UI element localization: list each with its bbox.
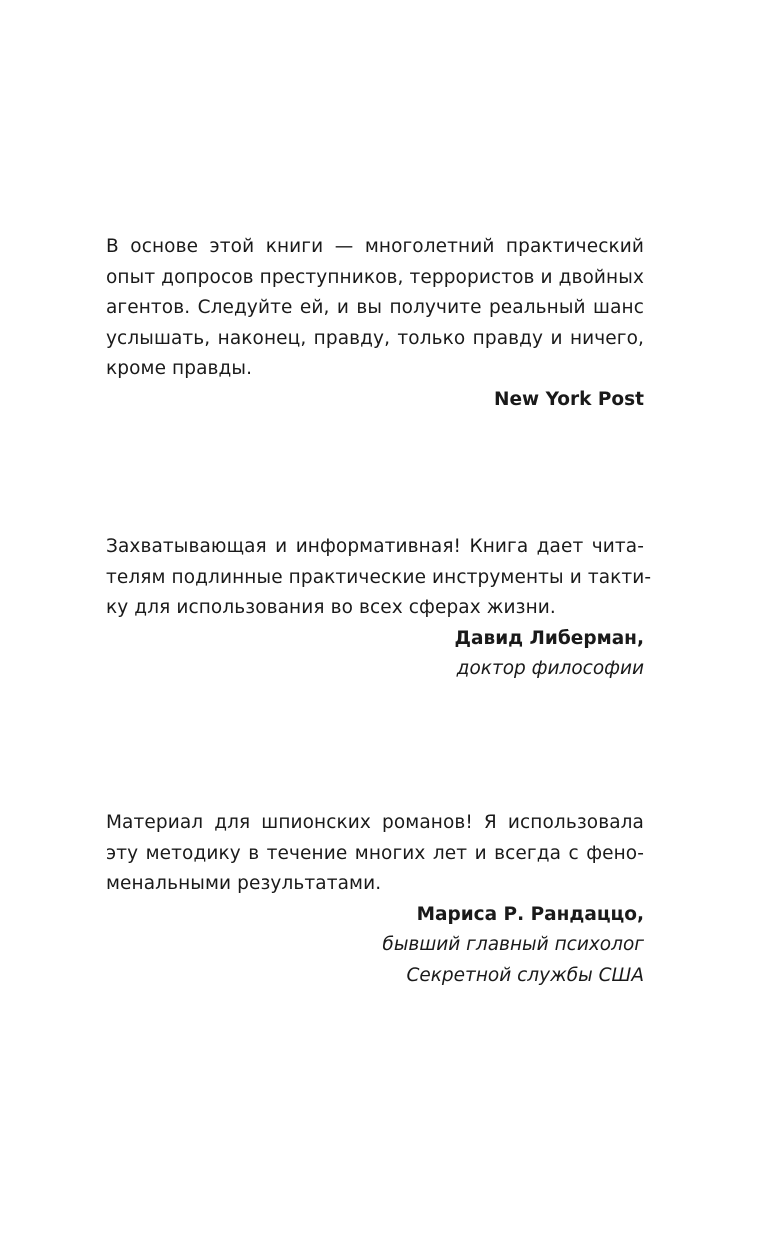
quote-line: опыт допросов преступников, террористов и двойных xyxy=(106,266,644,288)
quote-author: Мариса Р. Рандаццо, xyxy=(416,903,644,925)
quote-author-title: доктор философии xyxy=(456,658,644,679)
quote-line: Материал для шпионских романов! Я использовала xyxy=(106,812,644,833)
quote-author-title: Секретной службы США xyxy=(406,964,644,986)
quote-line: телям подлинные практические инструменты и такти- xyxy=(106,566,652,588)
quote-line: агентов. Следуйте ей, и вы получите реальный шанс xyxy=(106,297,644,318)
quote-line: Захватывающая и информативная! Книга дает чита- xyxy=(106,536,644,557)
quote-line: эту методику в течение многих лет и всегда с фено- xyxy=(106,842,644,864)
quote-author: New York Post xyxy=(494,388,644,410)
quote-line: услышать, наконец, правду, только правду и ничего, xyxy=(106,327,644,349)
quote-author: Давид Либерман, xyxy=(454,627,644,649)
quote-marisa-randazzo xyxy=(106,808,644,991)
quote-david-lieberman xyxy=(106,532,652,685)
quote-author-title: бывший главный психолог xyxy=(382,934,644,955)
quote-line: В основе этой книги — многолетний практический xyxy=(106,236,644,257)
quote-line: ку для использования во всех сферах жизни. xyxy=(106,597,556,618)
quote-line: кроме правды. xyxy=(106,358,253,379)
quote-new-york-post xyxy=(106,232,644,415)
quote-line: менальными результатами. xyxy=(106,873,382,894)
